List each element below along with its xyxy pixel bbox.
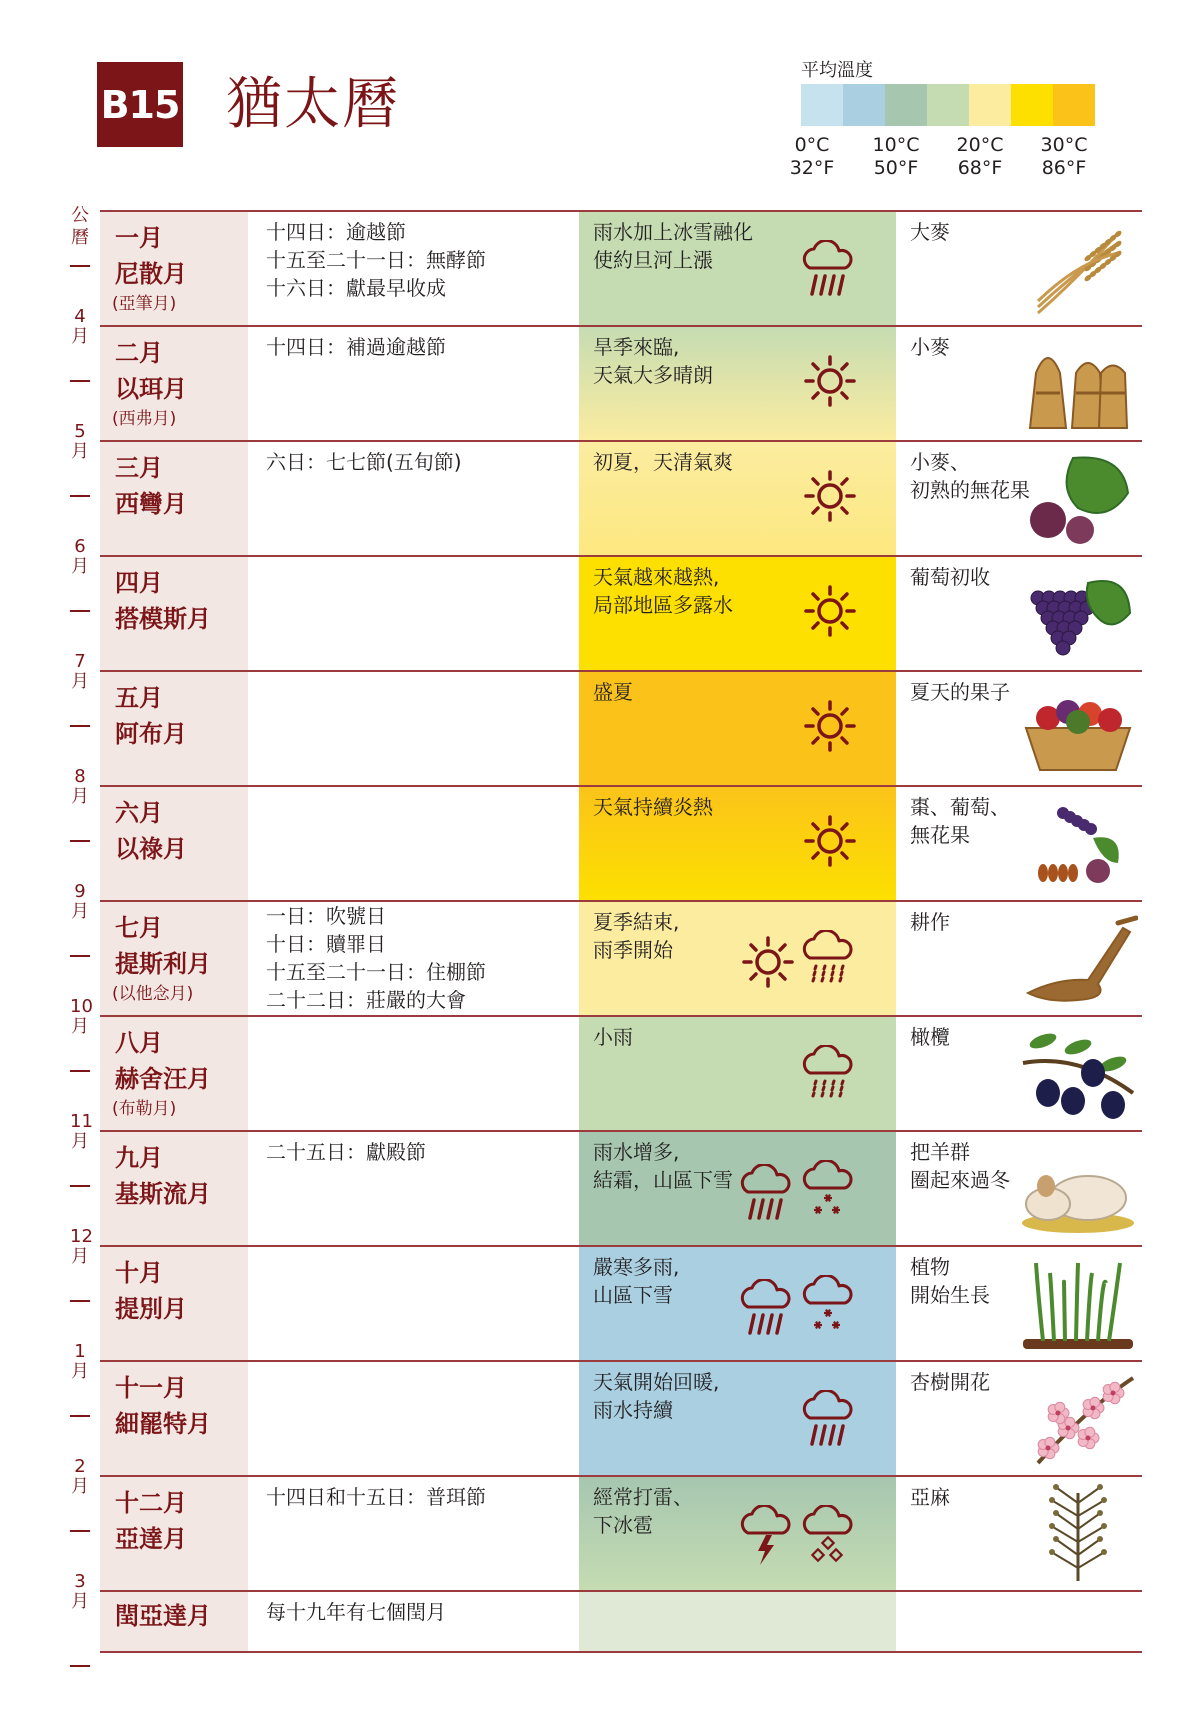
- crop-line: 亞麻: [910, 1485, 950, 1509]
- weather-line: 雨水持續: [593, 1398, 673, 1422]
- weather-line: 下冰雹: [593, 1513, 653, 1537]
- month-cell: [100, 557, 248, 670]
- crop-text: [910, 1253, 990, 1309]
- month-row-tevet: [100, 1245, 1142, 1360]
- grape-icon: [1018, 563, 1138, 663]
- month-name: 以祿月: [115, 835, 187, 863]
- month-number: 一月: [115, 224, 163, 252]
- legend-swatch: [969, 84, 1011, 126]
- month-alt-name: (以他念月): [112, 984, 194, 1004]
- month-name: 提別月: [115, 1295, 187, 1323]
- sidebar-month: 2 月: [71, 1456, 89, 1497]
- weather-line: 天氣開始回暖,: [593, 1370, 720, 1394]
- month-number: 十一月: [115, 1374, 187, 1402]
- weather-line: 嚴寒多雨,: [593, 1255, 680, 1279]
- weather-cell: [579, 902, 896, 1015]
- festival-entry: 十四日：補過逾越節: [266, 335, 446, 359]
- weather-line: 結霜，山區下雪: [593, 1168, 733, 1192]
- month-alt-name: (布勒月): [112, 1099, 177, 1119]
- sidebar-month: 12 月: [70, 1226, 93, 1267]
- legend-swatch: [885, 84, 927, 126]
- weather-cell: [579, 1017, 896, 1130]
- legend-tick-celsius: 0°C: [794, 134, 830, 156]
- crop-cell: [896, 787, 1142, 900]
- sun-icon: [804, 815, 856, 867]
- legend-tick: [782, 134, 842, 180]
- weather-text: [593, 1483, 693, 1539]
- weather-text: [593, 793, 713, 821]
- sidebar-dash: [70, 840, 90, 842]
- drizzle-icon: [802, 1045, 856, 1103]
- crop-illustration: [1018, 1023, 1138, 1127]
- month-number: 八月: [115, 1029, 163, 1057]
- fruit-basket-icon: [1018, 678, 1138, 778]
- flax-icon: [1018, 1483, 1138, 1583]
- month-number: 六月: [115, 799, 163, 827]
- crop-line: 棗、葡萄、: [910, 795, 1010, 819]
- month-name: 搭模斯月: [115, 605, 211, 633]
- month-row-shevat: [100, 1360, 1142, 1475]
- crop-illustration: [1018, 678, 1138, 782]
- crop-cell: [896, 1592, 1142, 1651]
- crop-cell: [896, 557, 1142, 670]
- dates-icon: [1018, 793, 1138, 893]
- legend-tick-fahrenheit: 32°F: [789, 157, 835, 179]
- legend-swatch: [1053, 84, 1095, 126]
- crop-illustration: [1018, 218, 1138, 322]
- festival-entry: 十四日和十五日：普珥節: [266, 1485, 486, 1509]
- month-number: 四月: [115, 569, 163, 597]
- sun-icon: [804, 700, 856, 752]
- weather-line: 天氣持續炎熱: [593, 795, 713, 819]
- sprout-icon: [1018, 1253, 1138, 1353]
- festival-entry: 二十五日：獻殿節: [266, 1140, 426, 1164]
- crop-text: [910, 1483, 950, 1511]
- weather-icons: [802, 1045, 856, 1103]
- crop-cell: [896, 327, 1142, 440]
- month-row-veadar: [100, 1590, 1142, 1653]
- legend-tick-fahrenheit: 50°F: [873, 157, 919, 179]
- festival-entry: 十六日：獻最早收成: [266, 276, 446, 300]
- weather-text: [593, 1368, 719, 1424]
- crop-illustration: [1018, 1253, 1138, 1357]
- crop-cell: [896, 1017, 1142, 1130]
- weather-cell: [579, 1132, 896, 1245]
- crop-line: 無花果: [910, 823, 970, 847]
- weather-cell: [579, 787, 896, 900]
- plow-icon: [1018, 908, 1138, 1008]
- crop-line: 葡萄初收: [910, 565, 990, 589]
- weather-line: 天氣越來越熱,: [593, 565, 720, 589]
- weather-text: [593, 1253, 679, 1309]
- crop-cell: [896, 902, 1142, 1015]
- crop-text: [910, 908, 950, 936]
- weather-line: 局部地區多露水: [593, 593, 733, 617]
- festival-entry: 每十九年有七個閏月: [266, 1600, 446, 1624]
- legend-tick-celsius: 20°C: [956, 134, 1004, 156]
- festival-entry: 十四日：逾越節: [266, 220, 406, 244]
- weather-line: 山區下雪: [593, 1283, 673, 1307]
- sidebar-dash: [70, 1070, 90, 1072]
- crop-cell: [896, 1477, 1142, 1590]
- sidebar-month: 9 月: [71, 881, 89, 922]
- month-cell: [100, 902, 248, 1015]
- sun-icon: [804, 470, 856, 522]
- month-row-elul: [100, 785, 1142, 900]
- weather-text: [593, 218, 753, 274]
- month-row-av: [100, 670, 1142, 785]
- festival-cell: [266, 1483, 576, 1511]
- legend-swatch: [1011, 84, 1053, 126]
- month-row-kislev: [100, 1130, 1142, 1245]
- weather-icons: [804, 585, 856, 637]
- month-row-iyyar: [100, 325, 1142, 440]
- crop-line: 初熟的無花果: [910, 478, 1030, 502]
- crop-text: [910, 333, 950, 361]
- crop-line: 橄欖: [910, 1025, 950, 1049]
- crop-illustration: [1018, 563, 1138, 667]
- month-name: 提斯利月: [115, 950, 211, 978]
- crop-cell: [896, 212, 1142, 325]
- weather-text: [593, 678, 633, 706]
- sidebar-month: 10 月: [70, 996, 93, 1037]
- month-number: 三月: [115, 454, 163, 482]
- crop-cell: [896, 1362, 1142, 1475]
- month-row-nisan: [100, 210, 1142, 325]
- sidebar-month: 3 月: [71, 1571, 89, 1612]
- weather-line: 雨水加上冰雪融化: [593, 220, 753, 244]
- month-cell: [100, 672, 248, 785]
- festival-entry: 十五至二十一日：住棚節: [266, 960, 486, 984]
- weather-cell: [579, 212, 896, 325]
- weather-cell: [579, 557, 896, 670]
- sidebar-month: 4 月: [71, 306, 89, 347]
- crop-line: 杏樹開花: [910, 1370, 990, 1394]
- snow-icon: [802, 1160, 856, 1222]
- weather-cell: [579, 1477, 896, 1590]
- sidebar-dash: [70, 1415, 90, 1417]
- weather-line: 旱季來臨,: [593, 335, 680, 359]
- sidebar-month: 5 月: [71, 421, 89, 462]
- festival-cell: [266, 1598, 576, 1626]
- month-cell: [100, 1362, 248, 1475]
- weather-line: 天氣大多晴朗: [593, 363, 713, 387]
- crop-line: 小麥、: [910, 450, 970, 474]
- olive-icon: [1018, 1023, 1138, 1123]
- rain-icon: [740, 1164, 794, 1222]
- section-badge: B15: [97, 62, 183, 147]
- weather-text: [593, 333, 713, 389]
- weather-text: [593, 908, 679, 964]
- month-cell: [100, 1477, 248, 1590]
- sidebar-head-char: 曆: [71, 227, 89, 248]
- month-cell: [100, 1247, 248, 1360]
- snow-icon: [802, 1275, 856, 1337]
- month-number: 二月: [115, 339, 163, 367]
- sheep-icon: [1018, 1138, 1138, 1238]
- month-row-heshvan: [100, 1015, 1142, 1130]
- weather-text: [593, 1023, 633, 1051]
- sun-icon: [742, 936, 794, 988]
- crop-cell: [896, 672, 1142, 785]
- weather-text: [593, 448, 733, 476]
- crop-line: 開始生長: [910, 1283, 990, 1307]
- sidebar-dash: [70, 955, 90, 957]
- weather-cell: [579, 1362, 896, 1475]
- festival-cell: [266, 1138, 576, 1166]
- month-number: 閏亞達月: [115, 1602, 211, 1630]
- legend-swatch: [843, 84, 885, 126]
- weather-icons: [804, 470, 856, 522]
- sidebar-dash: [70, 265, 90, 267]
- sidebar-head: [70, 205, 90, 249]
- sidebar-month: 6 月: [71, 536, 89, 577]
- month-number: 九月: [115, 1144, 163, 1172]
- weather-icons: [802, 240, 856, 298]
- sidebar-month: 8 月: [71, 766, 89, 807]
- sidebar-dash: [70, 1300, 90, 1302]
- month-name: 細罷特月: [115, 1410, 211, 1438]
- weather-icons: [740, 1275, 856, 1337]
- month-number: 十月: [115, 1259, 163, 1287]
- sidebar-dash: [70, 1665, 90, 1667]
- crop-line: 小麥: [910, 335, 950, 359]
- rain-icon: [802, 240, 856, 298]
- weather-icons: [740, 1505, 856, 1567]
- weather-text: [593, 1138, 733, 1194]
- festival-entry: 一日：吹號日: [266, 904, 386, 928]
- barley-icon: [1018, 218, 1138, 318]
- month-name: 尼散月: [115, 260, 187, 288]
- crop-illustration: [1018, 1138, 1138, 1242]
- crop-illustration: [1018, 793, 1138, 897]
- hail-icon: [802, 1505, 856, 1567]
- weather-line: 初夏，天清氣爽: [593, 450, 733, 474]
- crop-cell: [896, 442, 1142, 555]
- month-cell: [100, 442, 248, 555]
- crop-line: 把羊群: [910, 1140, 970, 1164]
- crop-line: 大麥: [910, 220, 950, 244]
- wheat-sheaf-icon: [1018, 333, 1138, 433]
- crop-line: 夏天的果子: [910, 680, 1010, 704]
- crop-text: [910, 1368, 990, 1396]
- crop-text: [910, 563, 990, 591]
- sidebar-dash: [70, 380, 90, 382]
- festival-cell: [266, 902, 576, 1014]
- festival-entry: 二十二日：莊嚴的大會: [266, 988, 466, 1012]
- calendar-table: [100, 210, 1142, 1653]
- legend-tick-celsius: 10°C: [872, 134, 920, 156]
- rain-icon: [802, 1390, 856, 1448]
- month-cell: [100, 1132, 248, 1245]
- crop-cell: [896, 1247, 1142, 1360]
- weather-icons: [804, 815, 856, 867]
- legend-swatch: [927, 84, 969, 126]
- crop-cell: [896, 1132, 1142, 1245]
- month-number: 五月: [115, 684, 163, 712]
- sidebar-month: 1 月: [71, 1341, 89, 1382]
- month-row-adar: [100, 1475, 1142, 1590]
- thunder-icon: [740, 1505, 794, 1567]
- crop-illustration: [1018, 908, 1138, 1012]
- sidebar-dash: [70, 1185, 90, 1187]
- month-name: 赫舍汪月: [115, 1065, 211, 1093]
- month-cell: [100, 212, 248, 325]
- festival-entry: 十五至二十一日：無酵節: [266, 248, 486, 272]
- weather-cell: [579, 442, 896, 555]
- rain-icon: [740, 1279, 794, 1337]
- legend-title: 平均溫度: [801, 60, 873, 81]
- legend-tick: [1034, 134, 1094, 180]
- month-row-sivan: [100, 440, 1142, 555]
- legend-tick: [866, 134, 926, 180]
- crop-line: 圈起來過冬: [910, 1168, 1010, 1192]
- weather-line: 雨水增多,: [593, 1140, 680, 1164]
- weather-cell: [579, 672, 896, 785]
- weather-icons: [740, 1160, 856, 1222]
- sidebar-dash: [70, 610, 90, 612]
- month-row-tishri: [100, 900, 1142, 1015]
- crop-text: [910, 678, 1010, 706]
- sidebar-month: 11 月: [70, 1111, 93, 1152]
- month-name: 亞達月: [115, 1525, 187, 1553]
- almond-blossom-icon: [1018, 1368, 1138, 1468]
- crop-text: [910, 1023, 950, 1051]
- weather-cell: [579, 1247, 896, 1360]
- crop-illustration: [1018, 333, 1138, 437]
- weather-line: 經常打雷、: [593, 1485, 693, 1509]
- sun-icon: [804, 585, 856, 637]
- weather-icons: [804, 700, 856, 752]
- weather-text: [593, 563, 733, 619]
- temperature-legend: [801, 84, 1095, 126]
- month-cell: [100, 327, 248, 440]
- weather-line: 雨季開始: [593, 938, 673, 962]
- crop-text: [910, 218, 950, 246]
- fig-icon: [1018, 448, 1138, 548]
- festival-entry: 十日：贖罪日: [266, 932, 386, 956]
- weather-line: 夏季結束,: [593, 910, 680, 934]
- weather-line: 使約旦河上漲: [593, 248, 713, 272]
- month-name: 西彎月: [115, 490, 187, 518]
- drizzle-icon: [802, 930, 856, 988]
- sidebar-dash: [70, 495, 90, 497]
- month-row-tammuz: [100, 555, 1142, 670]
- sidebar-dash: [70, 725, 90, 727]
- sidebar-head-char: 公: [71, 205, 89, 226]
- weather-icons: [742, 930, 856, 988]
- legend-tick-fahrenheit: 86°F: [1041, 157, 1087, 179]
- month-alt-name: (西弗月): [112, 409, 177, 429]
- crop-illustration: [1018, 448, 1138, 552]
- crop-illustration: [1018, 1368, 1138, 1472]
- weather-cell: [579, 327, 896, 440]
- festival-entry: 六日：七七節(五旬節): [266, 450, 462, 474]
- month-name: 以珥月: [115, 375, 187, 403]
- legend-swatch: [801, 84, 843, 126]
- month-cell: [100, 787, 248, 900]
- festival-cell: [266, 448, 576, 476]
- month-cell: [100, 1017, 248, 1130]
- crop-illustration: [1018, 1483, 1138, 1587]
- legend-tick-celsius: 30°C: [1040, 134, 1088, 156]
- crop-line: 植物: [910, 1255, 950, 1279]
- weather-icons: [802, 1390, 856, 1448]
- sidebar-dash: [70, 1530, 90, 1532]
- crop-text: [910, 448, 1030, 504]
- month-name: 阿布月: [115, 720, 187, 748]
- legend-tick: [950, 134, 1010, 180]
- month-number: 十二月: [115, 1489, 187, 1517]
- month-number: 七月: [115, 914, 163, 942]
- month-alt-name: (亞筆月): [112, 294, 177, 314]
- festival-cell: [266, 218, 576, 302]
- page-title: 猶太曆: [226, 72, 400, 137]
- crop-text: [910, 793, 1010, 849]
- month-cell: [100, 1592, 248, 1651]
- sun-icon: [804, 355, 856, 407]
- weather-line: 盛夏: [593, 680, 633, 704]
- weather-icons: [804, 355, 856, 407]
- weather-line: 小雨: [593, 1025, 633, 1049]
- month-name: 基斯流月: [115, 1180, 211, 1208]
- festival-cell: [266, 333, 576, 361]
- weather-cell: [579, 1592, 896, 1651]
- legend-tick-fahrenheit: 68°F: [957, 157, 1003, 179]
- crop-line: 耕作: [910, 910, 950, 934]
- sidebar-month: 7 月: [71, 651, 89, 692]
- crop-text: [910, 1138, 1010, 1194]
